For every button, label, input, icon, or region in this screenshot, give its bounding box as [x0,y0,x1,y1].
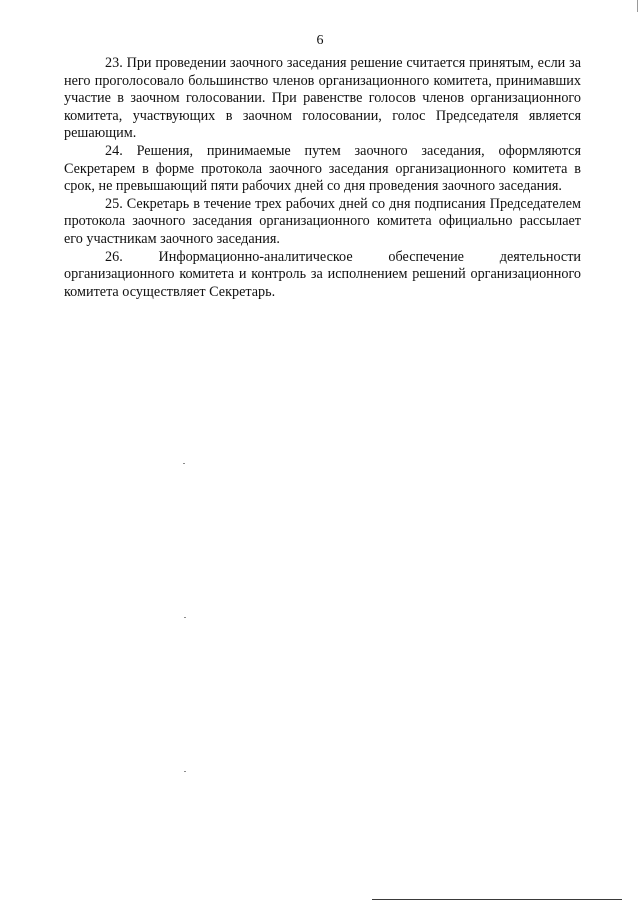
paragraph-25: 25. Секретарь в течение трех рабочих дней со дня подписания Председателем протокола заочного заседания организационного комитета официально рассылает его участникам заочного заседания. [64,195,581,247]
scan-speck [183,463,185,464]
scan-speck [184,617,186,618]
scan-edge-line [372,899,622,900]
paragraph-26: 26. Информационно-аналитическое обеспечение деятельности организационного комитета и контроль за исполнением решений организационного комитета осуществляет Секретарь. [64,248,581,300]
paragraph-23: 23. При проведении заочного заседания решение считается принятым, если за него проголосовало большинство членов организационного комитета, принимавших участие в заочном голосовании. При равенстве голосов членов организационного комитета, участвующих в заочном голосовании, голос Председателя является решающим. [64,55,581,142]
scan-speck [184,771,186,772]
paragraph-24: 24. Решения, принимаемые путем заочного заседания, оформляются Секретарем в форме протокола заочного заседания организационного комитета в срок, не превышающий пяти рабочих дней со дня проведения заочного заседания. [64,142,581,195]
scan-edge-mark [637,0,638,12]
page-number: 6 [316,33,324,48]
document-body [64,55,581,301]
